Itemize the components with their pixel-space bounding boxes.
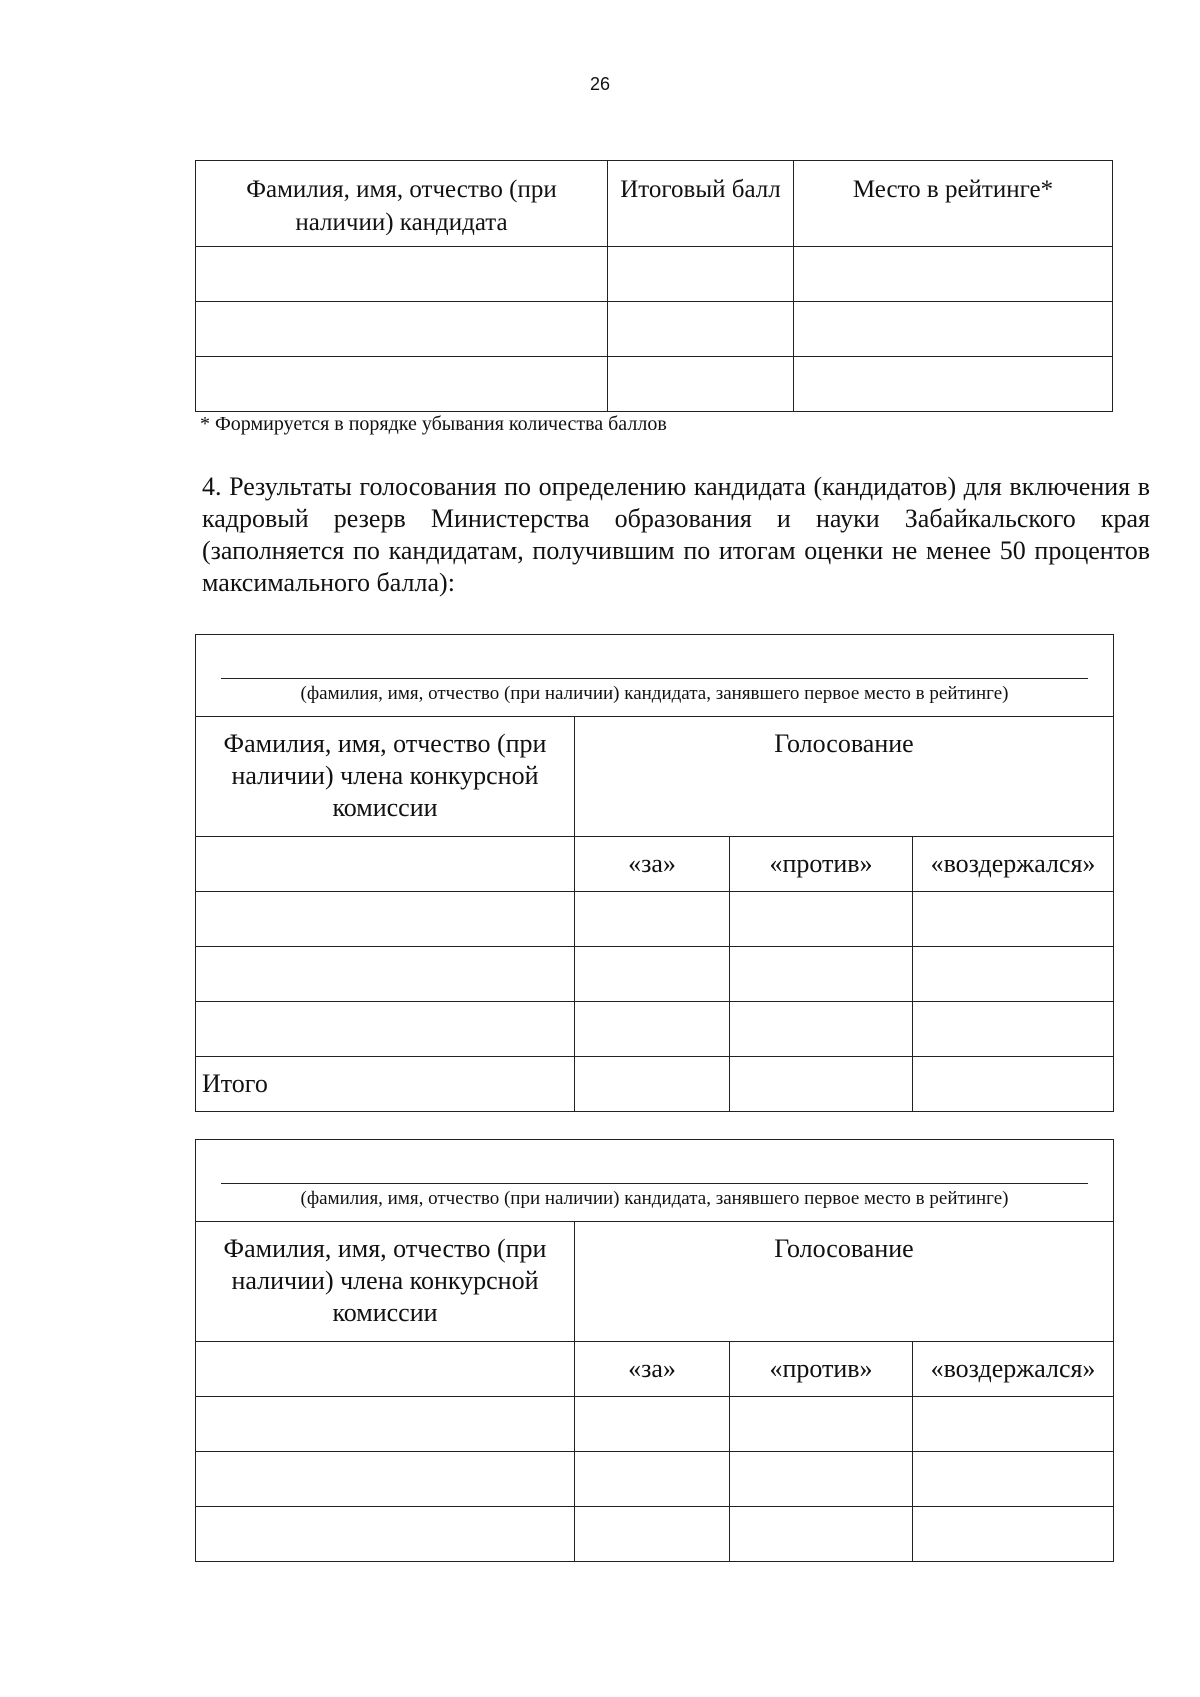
table-cell — [575, 947, 730, 1002]
table-row — [196, 1452, 1114, 1507]
table-cell — [730, 1507, 913, 1562]
table-cell — [196, 1452, 575, 1507]
candidate-caption: (фамилия, имя, отчество (при наличии) кандидата, занявшего первое место в рейтинге) — [300, 1188, 1009, 1209]
table-cell — [913, 947, 1114, 1002]
option-abstained: «воздержался» — [913, 1342, 1114, 1397]
table-cell — [913, 1397, 1114, 1452]
table-cell — [196, 1397, 575, 1452]
vote-table-1 — [195, 634, 1114, 1112]
candidate-name-line — [221, 678, 1088, 679]
table-cell — [913, 1507, 1114, 1562]
header-rating-place: Место в рейтинге* — [794, 161, 1113, 247]
table-cell — [575, 1452, 730, 1507]
table-cell — [575, 1397, 730, 1452]
vote-options-row — [196, 837, 1114, 892]
header-total-score: Итоговый балл — [608, 161, 794, 247]
table-cell — [196, 302, 608, 357]
table-cell — [913, 1452, 1114, 1507]
total-label — [196, 1057, 575, 1112]
total-row — [196, 1057, 1114, 1112]
candidate-cell — [196, 1140, 1114, 1222]
header-voting: Голосование — [575, 1222, 1114, 1342]
vote-header-row — [196, 717, 1114, 837]
rating-footnote: * Формируется в порядке убывания количества баллов — [200, 413, 667, 435]
table-cell — [913, 892, 1114, 947]
table-row — [196, 947, 1114, 1002]
header-voting: Голосование — [575, 717, 1114, 837]
table-row — [196, 1507, 1114, 1562]
table-cell — [196, 247, 608, 302]
option-against: «против» — [730, 1342, 913, 1397]
vote-table-2 — [195, 1139, 1114, 1562]
table-cell — [730, 1002, 913, 1057]
table-cell — [608, 247, 794, 302]
option-for: «за» — [575, 837, 730, 892]
table-row — [196, 1397, 1114, 1452]
table-cell — [196, 1507, 575, 1562]
table-cell — [196, 357, 608, 412]
option-against: «против» — [730, 837, 913, 892]
header-member-name: Фамилия, имя, отчество (при наличии) члена конкурсной комиссии — [196, 717, 575, 837]
option-abstained: «воздержался» — [913, 837, 1114, 892]
table-cell — [794, 357, 1113, 412]
table-cell — [575, 1507, 730, 1562]
table-cell — [730, 947, 913, 1002]
table-cell — [196, 892, 575, 947]
rating-header-row — [196, 161, 1113, 247]
table-cell — [575, 1057, 730, 1112]
option-for: «за» — [575, 1342, 730, 1397]
table-cell — [913, 1002, 1114, 1057]
rating-table — [195, 160, 1113, 412]
table-cell — [730, 1452, 913, 1507]
candidate-caption: (фамилия, имя, отчество (при наличии) кандидата, занявшего первое место в рейтинге) — [300, 683, 1009, 704]
header-candidate-name: Фамилия, имя, отчество (при наличии) кандидата — [196, 161, 608, 247]
table-row — [196, 302, 1113, 357]
table-cell — [730, 1057, 913, 1112]
table-cell — [196, 1342, 575, 1397]
table-row — [196, 892, 1114, 947]
table-row — [196, 1002, 1114, 1057]
table-cell — [608, 302, 794, 357]
header-member-name: Фамилия, имя, отчество (при наличии) члена конкурсной комиссии — [196, 1222, 575, 1342]
table-cell — [575, 892, 730, 947]
table-row — [196, 247, 1113, 302]
total-label-text: Итого — [202, 1069, 268, 1098]
table-cell — [794, 302, 1113, 357]
table-cell — [196, 947, 575, 1002]
table-cell — [730, 1397, 913, 1452]
candidate-cell — [196, 635, 1114, 717]
table-cell — [913, 1057, 1114, 1112]
candidate-name-line — [221, 1183, 1088, 1184]
table-cell — [608, 357, 794, 412]
table-cell — [730, 892, 913, 947]
table-cell — [575, 1002, 730, 1057]
section-4-text: 4. Результаты голосования по определению кандидата (кандидатов) для включения в кадровый резерв Министерства образования и науки Забайкальского края (заполняется по кандидатам, получившим по итогам оценки не менее 50 процентов максимального балла): — [202, 472, 1150, 597]
page-number: 26 — [589, 74, 611, 94]
table-cell — [794, 247, 1113, 302]
vote-header-row — [196, 1222, 1114, 1342]
candidate-row — [196, 635, 1114, 717]
table-cell — [196, 837, 575, 892]
table-row — [196, 357, 1113, 412]
candidate-row — [196, 1140, 1114, 1222]
vote-options-row — [196, 1342, 1114, 1397]
table-cell — [196, 1002, 575, 1057]
